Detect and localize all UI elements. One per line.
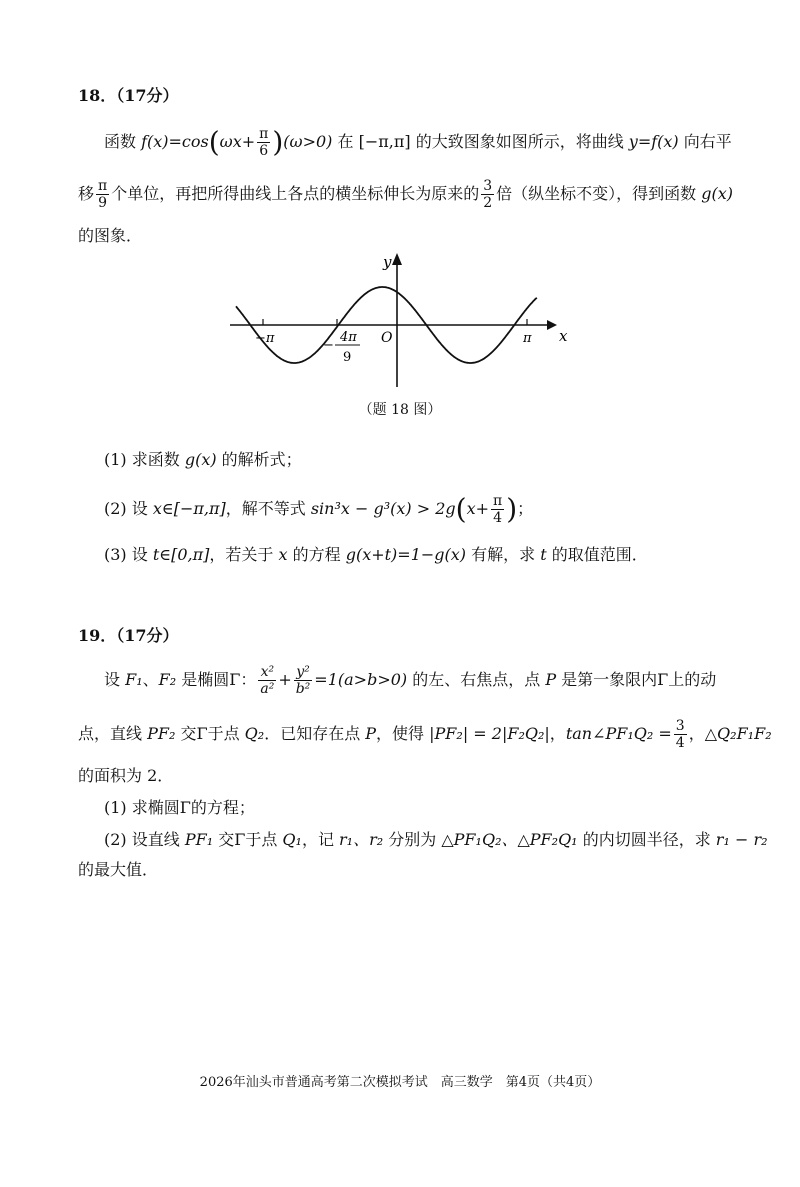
y-label: y xyxy=(383,253,392,271)
q19-frac-3-4: $\frac{3}{4}$ xyxy=(675,718,685,751)
page-footer: 2026年汕头市普通高考第二次模拟考试 高三数学 第4页（共4页） xyxy=(199,1075,601,1090)
q19-frac-y2-b2: $\frac{\text{y²}}{\text{b²}}$ xyxy=(295,664,311,697)
q18-header: 18．（17分） xyxy=(78,86,179,105)
q18-cosine-graph xyxy=(225,245,575,395)
q18-frac-pi-4: $\frac{\pi}{4}$ xyxy=(493,493,503,526)
x-label: x xyxy=(559,327,568,345)
tick-minus-sign: − xyxy=(323,338,334,353)
q19-line2: 点，直线 PF₂ 交Γ于点 Q₂．已知存在点 P，使得 |PF₂| = 2|F₂Q₂|，tan∠PF₁Q₂ = $\frac{3}{4}$ ，△Q₂F₁F₂ xyxy=(78,718,772,751)
neg-pi-label: −π xyxy=(255,331,275,346)
q19-frac-x2-a2: $\frac{\text{x²}}{\text{a²}}$ xyxy=(260,664,275,697)
q19-line1: 设 F₁、F₂ 是椭圆Γ： $\frac{\text{x²}}{\text{a²}}$ + $\frac{\text{y²}}{\text{b²}}$ =1(a>b>0) 的左、右焦点，点 P 是第一象限内Γ上的动 xyxy=(104,664,717,697)
q19-sub2: (2) 设直线 PF₁ 交Γ于点 Q₁，记 r₁、r₂ 分别为 △PF₁Q₂、△PF₂Q₁ 的内切圆半径，求 r₁ − r₂ xyxy=(104,830,768,849)
q18-line1: 函数 f(x)=cos(ωx+ $\frac{\pi}{6}$ )(ω>0) 在 [−π,π] 的大致图象如图所示，将曲线 y=f(x) 向右平 xyxy=(104,125,732,159)
tick-frac-den: 9 xyxy=(343,350,352,365)
q19-line3: 的面积为 2． xyxy=(78,766,174,785)
q18-line2: 移 $\frac{\pi}{9}$ 个单位，再把所得曲线上各点的横坐标伸长为原来的 $\frac{3}{2}$ 倍（纵坐标不变），得到函数 g(x) xyxy=(78,178,733,211)
q18-frac-pi-9: $\frac{\pi}{9}$ xyxy=(98,178,108,211)
q19-sub1: (1) 求椭圆Γ的方程； xyxy=(104,798,255,817)
y-axis-arrow xyxy=(392,253,402,265)
origin-label: O xyxy=(381,330,393,346)
q18-figure-caption: （题 18 图） xyxy=(358,402,442,418)
q19-line-last: 的最大值． xyxy=(78,860,159,879)
pi-label: π xyxy=(523,331,532,346)
q19-header: 19．（17分） xyxy=(78,626,179,645)
q18-sub3: (3) 设 t∈[0,π]，若关于 x 的方程 g(x+t)=1−g(x) 有解，求 t 的取值范围． xyxy=(104,545,648,564)
q18-sub1: (1) 求函数 g(x) 的解析式； xyxy=(104,450,302,469)
x-axis-arrow xyxy=(547,320,557,330)
q18-frac-3-2: $\frac{3}{2}$ xyxy=(483,178,493,211)
q18-line3: 的图象． xyxy=(78,226,143,245)
q18-sub2: (2) 设 x∈[−π,π]，解不等式 sin³x − g³(x) > 2g(x+ $\frac{\pi}{4}$ )； xyxy=(104,492,534,526)
tick-frac-num: 4π xyxy=(340,330,357,345)
q18-frac-pi-6: $\frac{\pi}{6}$ xyxy=(259,126,269,159)
